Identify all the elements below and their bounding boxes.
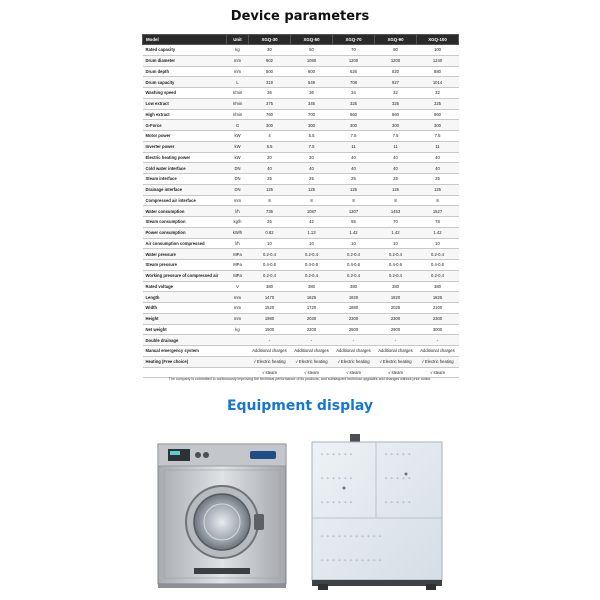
value-cell: 90 <box>375 45 417 56</box>
value-cell: 1240 <box>417 55 459 66</box>
parameter-name-cell: Inverter power <box>143 141 227 152</box>
value-cell: 40 <box>333 152 375 163</box>
unit-cell: mm <box>227 66 249 77</box>
unit-cell: mm <box>227 303 249 314</box>
unit-cell: MPa <box>227 260 249 271</box>
unit-cell: kW/h <box>227 227 249 238</box>
value-cell: 25 <box>249 174 291 185</box>
table-row <box>143 195 459 206</box>
value-cell: Additional charges <box>249 346 291 357</box>
value-cell: 7.5 <box>375 131 417 142</box>
value-cell: 300 <box>333 120 375 131</box>
value-cell: 11 <box>333 141 375 152</box>
value-cell: - <box>417 335 459 346</box>
value-cell: 0.4-0.6 <box>417 260 459 271</box>
value-cell: 40 <box>249 163 291 174</box>
parameter-name-cell: Water pressure <box>143 249 227 260</box>
value-cell: 100 <box>417 45 459 56</box>
value-cell: 626 <box>333 66 375 77</box>
value-cell: 880 <box>417 66 459 77</box>
value-cell: √ steam <box>375 367 417 378</box>
table-row <box>143 152 459 163</box>
value-cell: Additional charges <box>417 346 459 357</box>
value-cell: 1820 <box>375 292 417 303</box>
value-cell: 380 <box>375 281 417 292</box>
value-cell: 125 <box>333 184 375 195</box>
value-cell: 300 <box>249 120 291 131</box>
svg-text:✦ ✦ ✦ ✦ ✦ ✦ ✦ ✦ ✦ ✦ ✦: ✦ ✦ ✦ ✦ ✦ ✦ ✦ ✦ ✦ ✦ ✦ <box>320 534 382 540</box>
value-cell: 42 <box>291 217 333 228</box>
value-cell: 7.5 <box>291 141 333 152</box>
value-cell: 600 <box>291 66 333 77</box>
unit-cell: kW <box>227 131 249 142</box>
value-cell: 125 <box>249 184 291 195</box>
value-cell: 375 <box>249 98 291 109</box>
value-cell: 0.4-0.6 <box>291 260 333 271</box>
value-cell: 10 <box>333 238 375 249</box>
value-cell: 40 <box>417 163 459 174</box>
value-cell: 20 <box>249 152 291 163</box>
value-cell: 32 <box>417 88 459 99</box>
value-cell: 40 <box>375 163 417 174</box>
parameter-name-cell: Double drainage <box>143 335 227 346</box>
table-row <box>143 98 459 109</box>
parameter-name-cell: Cold water interface <box>143 163 227 174</box>
unit-cell: L <box>227 77 249 88</box>
value-cell: 34 <box>333 88 375 99</box>
value-cell: √ steam <box>291 367 333 378</box>
value-cell: 125 <box>291 184 333 195</box>
table-row <box>143 260 459 271</box>
table-row <box>143 55 459 66</box>
value-cell: 760 <box>249 109 291 120</box>
table-header-cell: XGQ-90 <box>375 35 417 45</box>
value-cell: 0.2-0.4 <box>249 270 291 281</box>
value-cell: 345 <box>291 98 333 109</box>
value-cell: 50 <box>291 45 333 56</box>
parameter-name-cell: Drainage interface <box>143 184 227 195</box>
table-row <box>143 238 459 249</box>
value-cell: 10 <box>375 238 417 249</box>
value-cell: 380 <box>333 281 375 292</box>
unit-cell: r/min <box>227 98 249 109</box>
parameter-name-cell: Height <box>143 313 227 324</box>
value-cell: 1625 <box>291 292 333 303</box>
table-header-cell: XGQ-100 <box>417 35 459 45</box>
table-row <box>143 45 459 56</box>
value-cell: √ steam <box>333 367 375 378</box>
svg-text:✦ ✦ ✦ ✦ ✦: ✦ ✦ ✦ ✦ ✦ <box>384 500 412 506</box>
value-cell: Additional charges <box>333 346 375 357</box>
unit-cell: G <box>227 120 249 131</box>
value-cell: 25 <box>291 174 333 185</box>
parameter-name-cell: Washing speed <box>143 88 227 99</box>
value-cell: 0.4-0.6 <box>375 260 417 271</box>
parameter-name-cell: Compressed air interface <box>143 195 227 206</box>
value-cell: 1200 <box>375 55 417 66</box>
value-cell: 40 <box>417 152 459 163</box>
value-cell: 1307 <box>333 206 375 217</box>
value-cell: 10 <box>291 238 333 249</box>
value-cell: 7.5 <box>333 131 375 142</box>
value-cell: √ Electric heating <box>333 356 375 367</box>
value-cell: 32 <box>375 88 417 99</box>
unit-cell: mm <box>227 313 249 324</box>
value-cell: √ steam <box>417 367 459 378</box>
unit-cell: kW <box>227 152 249 163</box>
value-cell: 1880 <box>333 303 375 314</box>
unit-cell: MPa <box>227 249 249 260</box>
value-cell: 319 <box>249 77 291 88</box>
value-cell: 2300 <box>417 313 459 324</box>
value-cell: 8 <box>375 195 417 206</box>
value-cell: 20 <box>291 152 333 163</box>
value-cell: 380 <box>249 281 291 292</box>
table-row <box>143 346 459 357</box>
value-cell: 660 <box>375 109 417 120</box>
value-cell: 25 <box>417 174 459 185</box>
unit-cell: mm <box>227 292 249 303</box>
parameter-name-cell: Air consumption compressed <box>143 238 227 249</box>
parameter-name-cell: Width <box>143 303 227 314</box>
table-row <box>143 184 459 195</box>
parameter-name-cell: Manual emergency system <box>143 346 227 357</box>
value-cell: - <box>249 335 291 346</box>
parameter-name-cell: Low extract <box>143 98 227 109</box>
value-cell: 1527 <box>417 206 459 217</box>
parameter-name-cell: Steam consumption <box>143 217 227 228</box>
value-cell: 8 <box>249 195 291 206</box>
table-row <box>143 324 459 335</box>
value-cell: 0.2-0.4 <box>291 249 333 260</box>
table-row <box>143 292 459 303</box>
value-cell: 2025 <box>375 303 417 314</box>
value-cell: 1200 <box>333 55 375 66</box>
value-cell: 10 <box>249 238 291 249</box>
value-cell: 55 <box>333 217 375 228</box>
device-parameters-table <box>142 34 459 378</box>
value-cell: 325 <box>417 98 459 109</box>
value-cell: 26 <box>249 217 291 228</box>
table-row <box>143 109 459 120</box>
value-cell: 2500 <box>333 324 375 335</box>
value-cell: 1453 <box>375 206 417 217</box>
parameter-name-cell: Working pressure of compressed air <box>143 270 227 281</box>
table-header-cell: Model <box>143 35 227 45</box>
value-cell: 40 <box>291 163 333 174</box>
svg-text:✦ ✦ ✦ ✦ ✦ ✦: ✦ ✦ ✦ ✦ ✦ ✦ <box>320 500 354 506</box>
value-cell: 8 <box>333 195 375 206</box>
table-row <box>143 88 459 99</box>
parameter-name-cell: Rated voltage <box>143 281 227 292</box>
table-header-cell: XGQ-70 <box>333 35 375 45</box>
table-row <box>143 66 459 77</box>
value-cell: 70 <box>375 217 417 228</box>
value-cell: 8 <box>417 195 459 206</box>
parameter-name-cell: Drum capacity <box>143 77 227 88</box>
value-cell: - <box>333 335 375 346</box>
value-cell: 1080 <box>291 55 333 66</box>
table-row <box>143 120 459 131</box>
value-cell: √ Electric heating <box>249 356 291 367</box>
value-cell: 5.5 <box>291 131 333 142</box>
value-cell: 1.42 <box>417 227 459 238</box>
value-cell: - <box>375 335 417 346</box>
brand-badge-icon <box>250 451 276 459</box>
table-row <box>143 217 459 228</box>
value-cell: 0.2-0.4 <box>333 249 375 260</box>
table-row <box>143 77 459 88</box>
value-cell: 40 <box>375 152 417 163</box>
unit-cell: mm <box>227 55 249 66</box>
value-cell: √ steam <box>249 367 291 378</box>
value-cell: 1.42 <box>375 227 417 238</box>
value-cell: 125 <box>375 184 417 195</box>
value-cell: 1820 <box>333 292 375 303</box>
table-row <box>143 141 459 152</box>
svg-text:✦ ✦ ✦ ✦ ✦ ✦: ✦ ✦ ✦ ✦ ✦ ✦ <box>320 476 354 482</box>
parameter-name-cell: Drum depth <box>143 66 227 77</box>
value-cell: 380 <box>417 281 459 292</box>
unit-cell: kg <box>227 45 249 56</box>
value-cell: 2300 <box>333 313 375 324</box>
unit-cell: V <box>227 281 249 292</box>
table-row <box>143 281 459 292</box>
value-cell: 1087 <box>291 206 333 217</box>
value-cell: 0.2-0.4 <box>375 249 417 260</box>
value-cell: 0.2-0.4 <box>333 270 375 281</box>
table-row <box>143 335 459 346</box>
value-cell: 300 <box>375 120 417 131</box>
value-cell: 1470 <box>249 292 291 303</box>
value-cell: 300 <box>291 120 333 131</box>
table-header-cell: Unit <box>227 35 249 45</box>
value-cell: 300 <box>417 120 459 131</box>
value-cell: - <box>291 335 333 346</box>
parameter-name-cell: Net weight <box>143 324 227 335</box>
value-cell: 708 <box>333 77 375 88</box>
value-cell: 2900 <box>375 324 417 335</box>
value-cell: Additional charges <box>375 346 417 357</box>
parameter-name-cell: Drum diameter <box>143 55 227 66</box>
value-cell: 0.2-0.4 <box>291 270 333 281</box>
value-cell: 660 <box>417 109 459 120</box>
parameter-name-cell: Rated capacity <box>143 45 227 56</box>
unit-cell: r/min <box>227 88 249 99</box>
value-cell: 325 <box>333 98 375 109</box>
value-cell: 0.2-0.4 <box>375 270 417 281</box>
value-cell: 3000 <box>417 324 459 335</box>
parameter-name-cell: Electric heating power <box>143 152 227 163</box>
unit-cell: MPa <box>227 270 249 281</box>
parameter-name-cell: Steam pressure <box>143 260 227 271</box>
parameter-name-cell: Steam interface <box>143 174 227 185</box>
unit-cell: l/h <box>227 238 249 249</box>
parameter-name-cell: Power consumption <box>143 227 227 238</box>
unit-cell: kW <box>227 141 249 152</box>
value-cell: 1500 <box>249 324 291 335</box>
value-cell: 36 <box>249 88 291 99</box>
value-cell: 25 <box>333 174 375 185</box>
table-header-cell: XGQ-30 <box>249 35 291 45</box>
value-cell: 325 <box>375 98 417 109</box>
value-cell: 70 <box>333 45 375 56</box>
svg-text:✦ ✦ ✦ ✦ ✦: ✦ ✦ ✦ ✦ ✦ <box>384 476 412 482</box>
svg-text:✦ ✦ ✦ ✦ ✦ ✦: ✦ ✦ ✦ ✦ ✦ ✦ <box>320 452 354 458</box>
value-cell: 0.2-0.4 <box>249 249 291 260</box>
washer-back-image <box>310 434 444 590</box>
value-cell: 36 <box>291 88 333 99</box>
washer-front-image <box>154 440 290 590</box>
value-cell: 0.82 <box>249 227 291 238</box>
value-cell: 4 <box>249 131 291 142</box>
value-cell: 820 <box>375 66 417 77</box>
value-cell: 549 <box>291 77 333 88</box>
unit-cell: DN <box>227 184 249 195</box>
table-row <box>143 206 459 217</box>
value-cell: 0.4-0.6 <box>333 260 375 271</box>
unit-cell: kg/h <box>227 217 249 228</box>
table-header-cell: XGQ-50 <box>291 35 333 45</box>
equipment-display-title: Equipment display <box>226 398 374 414</box>
value-cell: 8 <box>291 195 333 206</box>
value-cell: 125 <box>417 184 459 195</box>
value-cell: 2300 <box>375 313 417 324</box>
table-row <box>143 249 459 260</box>
page-title: Device parameters <box>230 9 370 24</box>
value-cell: 0.4-0.6 <box>249 260 291 271</box>
table-header-row <box>143 35 459 45</box>
unit-cell: DN <box>227 163 249 174</box>
table-row <box>143 131 459 142</box>
parameter-name-cell: Motor power <box>143 131 227 142</box>
table-row <box>143 313 459 324</box>
parameter-name-cell: G-Force <box>143 120 227 131</box>
value-cell: 927 <box>375 77 417 88</box>
value-cell: 660 <box>333 109 375 120</box>
disclaimer-note: The company is committed to continuously improving the technical performance of its products, and subsequent technical upgrades and changes without prior notice. <box>168 377 432 381</box>
unit-cell <box>227 356 249 367</box>
table-row <box>143 303 459 314</box>
value-cell: Additional charges <box>291 346 333 357</box>
unit-cell: DN <box>227 174 249 185</box>
parameter-name-cell: Heating (Free choice) <box>143 356 227 367</box>
table-row <box>143 163 459 174</box>
value-cell: 902 <box>249 55 291 66</box>
value-cell: 2200 <box>291 324 333 335</box>
svg-text:✦ ✦ ✦ ✦ ✦: ✦ ✦ ✦ ✦ ✦ <box>384 452 412 458</box>
parameter-name-cell: High extract <box>143 109 227 120</box>
value-cell: 700 <box>291 109 333 120</box>
value-cell: 735 <box>249 206 291 217</box>
unit-cell: mm <box>227 195 249 206</box>
value-cell: 11 <box>417 141 459 152</box>
value-cell: 40 <box>333 163 375 174</box>
value-cell: 2030 <box>291 313 333 324</box>
parameter-name-cell: Length <box>143 292 227 303</box>
value-cell: 2100 <box>417 303 459 314</box>
value-cell: 380 <box>291 281 333 292</box>
value-cell: 1.13 <box>291 227 333 238</box>
value-cell: 0.2-0.4 <box>417 249 459 260</box>
value-cell: 5.5 <box>249 141 291 152</box>
value-cell: 10 <box>417 238 459 249</box>
table-row <box>143 174 459 185</box>
unit-cell: r/min <box>227 109 249 120</box>
value-cell: 1014 <box>417 77 459 88</box>
value-cell: 1980 <box>249 313 291 324</box>
unit-cell: l/h <box>227 206 249 217</box>
value-cell: √ Electric heating <box>417 356 459 367</box>
value-cell: 1.42 <box>333 227 375 238</box>
value-cell: 30 <box>249 45 291 56</box>
value-cell: 0.2-0.4 <box>417 270 459 281</box>
value-cell: √ Electric heating <box>375 356 417 367</box>
value-cell: 1720 <box>291 303 333 314</box>
value-cell: 1520 <box>249 303 291 314</box>
unit-cell: kg <box>227 324 249 335</box>
value-cell: 500 <box>249 66 291 77</box>
table-row <box>143 356 459 367</box>
parameter-name-cell: Water consumption <box>143 206 227 217</box>
table-row <box>143 227 459 238</box>
value-cell: 1825 <box>417 292 459 303</box>
value-cell: √ Electric heating <box>291 356 333 367</box>
table-body <box>143 45 459 378</box>
table-row <box>143 270 459 281</box>
svg-text:✦ ✦ ✦ ✦ ✦ ✦ ✦ ✦ ✦ ✦ ✦: ✦ ✦ ✦ ✦ ✦ ✦ ✦ ✦ ✦ ✦ ✦ <box>320 558 382 564</box>
value-cell: 7.5 <box>417 131 459 142</box>
unit-cell <box>227 335 249 346</box>
value-cell: 25 <box>375 174 417 185</box>
value-cell: 11 <box>375 141 417 152</box>
value-cell: 78 <box>417 217 459 228</box>
unit-cell <box>227 346 249 357</box>
